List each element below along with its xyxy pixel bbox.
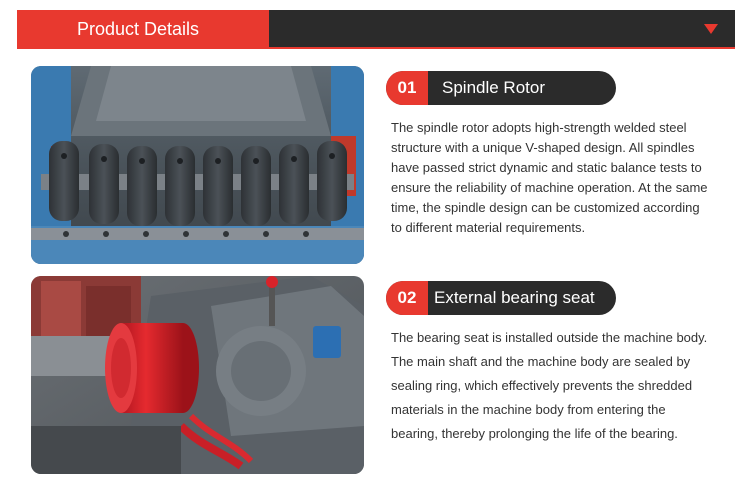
section-1-number: 01 [386, 71, 428, 105]
header-tab [17, 10, 268, 48]
section-2-title-pill [386, 281, 616, 315]
caret-down-icon [704, 24, 718, 34]
external-bearing-seat-photo [31, 276, 364, 474]
section-2-title: External bearing seat [434, 288, 595, 307]
section-1-title-pill [386, 71, 616, 105]
section-1-description: The spindle rotor adopts high-strength welded steel structure with a unique V-shaped design. All spindles have passed strict dynamic and static balance tests to ensure the reliability of machine operation. At the same time, the spindle design can be customized according to different material requirements. [391, 120, 708, 235]
header-underline [17, 47, 735, 49]
section-2-number: 02 [386, 281, 428, 315]
spindle-rotor-photo [31, 66, 364, 264]
header-title: Product Details [77, 19, 200, 39]
section-2-description: The bearing seat is installed outside the machine body. The main shaft and the machine body are sealed by sealing ring, which effectively prevents the shredded materials in the machine body from entering the bearing, thereby prolonging the life of the bearing. [391, 330, 708, 441]
product-details-header [17, 10, 735, 48]
section-1-title: Spindle Rotor [442, 78, 546, 97]
header-divider [268, 10, 269, 48]
